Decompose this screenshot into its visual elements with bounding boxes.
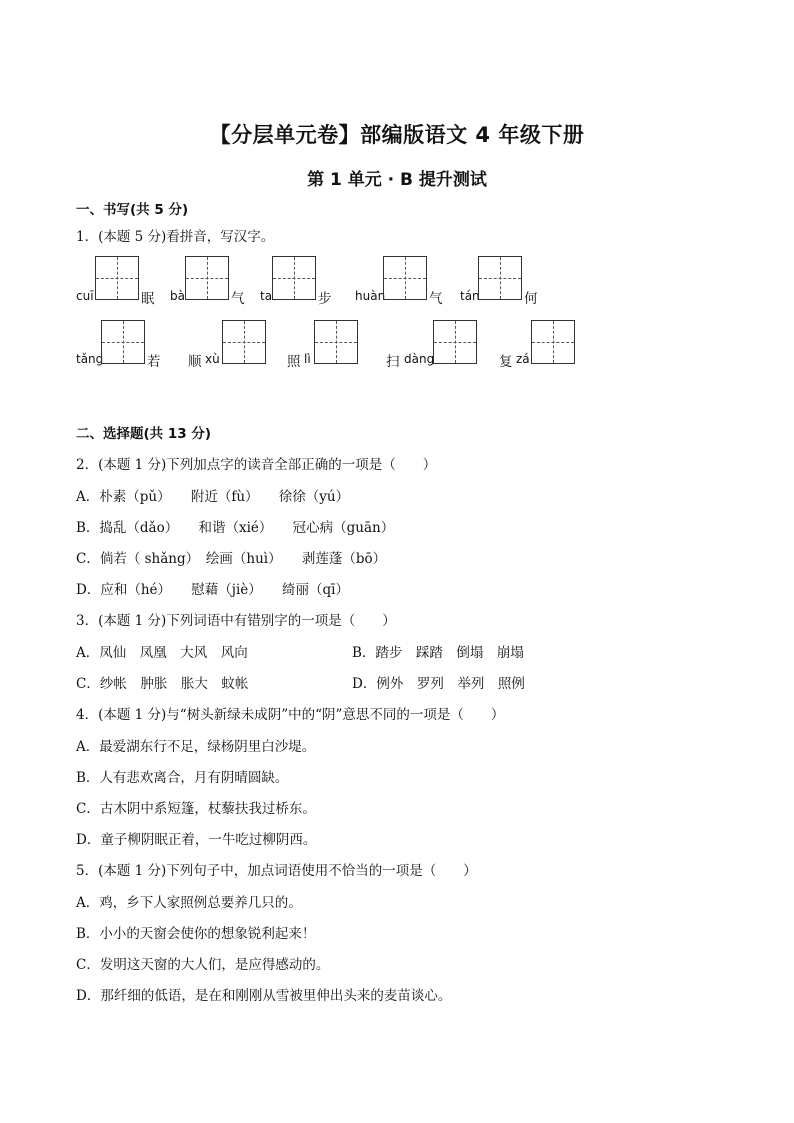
question-2-option-b[interactable]: B．捣乱（dǎo） 和谐（xié） 冠心病（guān） <box>76 520 395 536</box>
page-subtitle: 第 1 单元 · B 提升测试 <box>307 170 487 190</box>
writing-grid[interactable] <box>531 320 575 364</box>
section-heading-writing: 一、书写(共 5 分) <box>76 202 189 218</box>
writing-grid[interactable] <box>101 320 145 364</box>
question-3-option-b[interactable]: B．踏步 踩踏 倒塌 崩塌 <box>352 645 524 661</box>
pinyin-label: cuī <box>76 289 94 303</box>
question-2-option-d[interactable]: D．应和（hé） 慰藉（jiè） 绮丽（qī） <box>76 582 349 598</box>
question-2-option-c[interactable]: C．倘若（ shǎng） 绘画（huì） 剥莲蓬（bō） <box>76 551 387 567</box>
pinyin-label: huàn <box>355 289 386 303</box>
writing-grid[interactable] <box>314 320 358 364</box>
writing-grid[interactable] <box>95 256 139 300</box>
character-prefix: 照 <box>287 354 301 370</box>
question-3-option-d[interactable]: D．例外 罗列 举列 照例 <box>352 676 525 692</box>
question-2-stem: 2．(本题 1 分)下列加点字的读音全部正确的一项是（ ） <box>76 457 437 473</box>
question-5-stem: 5．(本题 1 分)下列句子中，加点词语使用不恰当的一项是（ ） <box>76 863 477 879</box>
question-3-stem: 3．(本题 1 分)下列词语中有错别字的一项是（ ） <box>76 613 396 629</box>
question-4-option-a[interactable]: A．最爱湖东行不足，绿杨阴里白沙堤。 <box>76 739 316 755</box>
question-4-option-d[interactable]: D．童子柳阴眠正着，一牛吃过柳阴西。 <box>76 832 317 848</box>
question-5-option-b[interactable]: B．小小的天窗会使你的想象锐利起来！ <box>76 926 316 942</box>
pinyin-label: xù <box>205 352 220 366</box>
question-4-stem: 4．(本题 1 分)与“树头新绿未成阴”中的“阴”意思不同的一项是（ ） <box>76 707 505 723</box>
character-prefix: 复 <box>499 354 513 370</box>
pinyin-label: zá <box>516 352 530 366</box>
writing-grid[interactable] <box>478 256 522 300</box>
writing-grid[interactable] <box>185 256 229 300</box>
character-suffix: 眠 <box>141 291 155 307</box>
character-suffix: 步 <box>318 291 332 307</box>
character-prefix: 扫 <box>386 354 400 370</box>
pinyin-label: lì <box>304 352 311 366</box>
question-2-option-a[interactable]: A．朴素（pǔ） 附近（fù） 徐徐（yú） <box>76 489 350 505</box>
question-1-stem: 1．(本题 5 分)看拼音，写汉字。 <box>76 229 275 245</box>
page-title: 【分层单元卷】部编版语文 4 年级下册 <box>209 123 585 147</box>
question-5-option-c[interactable]: C．发明这天窗的大人们，是应得感动的。 <box>76 957 330 973</box>
writing-grid[interactable] <box>222 320 266 364</box>
character-suffix: 气 <box>429 291 443 307</box>
pinyin-label: bà <box>170 289 185 303</box>
pinyin-label: tán <box>460 289 480 303</box>
writing-grid[interactable] <box>272 256 316 300</box>
question-5-option-a[interactable]: A．鸡，乡下人家照例总要养几只的。 <box>76 895 302 911</box>
character-suffix: 何 <box>524 291 538 307</box>
character-suffix: 气 <box>231 291 245 307</box>
question-3-option-a[interactable]: A．凤仙 凤凰 大风 风向 <box>76 645 248 661</box>
pinyin-label: dàng <box>404 352 435 366</box>
character-prefix: 顺 <box>188 354 202 370</box>
question-4-option-c[interactable]: C．古木阴中系短篷，杖藜扶我过桥东。 <box>76 801 316 817</box>
writing-grid[interactable] <box>433 320 477 364</box>
pinyin-label: tǎng <box>76 352 104 366</box>
pinyin-label: ta <box>260 289 273 303</box>
section-heading-choice: 二、选择题(共 13 分) <box>76 426 212 442</box>
question-4-option-b[interactable]: B．人有悲欢离合，月有阴晴圆缺。 <box>76 770 289 786</box>
writing-grid[interactable] <box>383 256 427 300</box>
question-5-option-d[interactable]: D．那纤细的低语，是在和刚刚从雪被里伸出头来的麦苗谈心。 <box>76 988 452 1004</box>
question-3-option-c[interactable]: C．纱帐 肿胀 胀大 蚊帐 <box>76 676 249 692</box>
character-suffix: 若 <box>147 354 161 370</box>
